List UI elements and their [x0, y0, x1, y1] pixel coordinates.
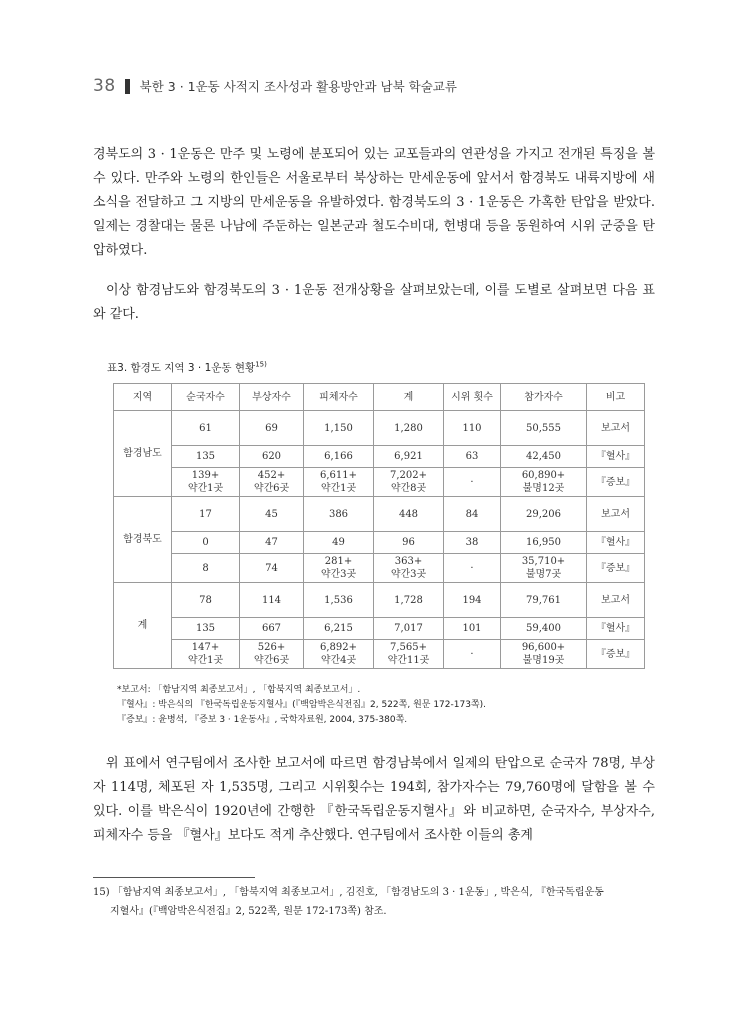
- table-cell: 45: [240, 497, 304, 532]
- table-cell: ·: [444, 468, 501, 497]
- header-cell: 지역: [114, 384, 172, 411]
- table-cell: 74: [240, 554, 304, 583]
- table-note: 『증보』: 윤병석, 『증보 3 · 1운동사』, 국학자료원, 2004, 375-380쪽.: [117, 715, 408, 725]
- table-cell: 96,600+ 불명19곳: [501, 640, 587, 669]
- table-cell: 1,150: [304, 411, 374, 446]
- footnote-divider: [93, 877, 255, 878]
- body-paragraph-3: 위 표에서 연구팀에서 조사한 보고서에 따르면 함경남북에서 일제의 탄압으로 순국자 78명, 부상자 114명, 체포된 자 1,535명, 그리고 시위횟수는 194회, 참가자수는 79,760명에 달함을 볼 수 있다. 이를 박은식이 1920년에 간행한 『한국독립운동지혈사』와 비교하면, 순국자수, 부상자수, 피체자수 등을 『혈사』보다도 적게 추산했다. 연구팀에서 조사한 이들의 총계: [93, 756, 655, 843]
- table-cell: 1,280: [374, 411, 444, 446]
- table-cell: 『혈사』: [587, 532, 645, 554]
- table-cell: 7,565+ 약간11곳: [374, 640, 444, 669]
- table-cell: ·: [444, 640, 501, 669]
- table-cell: 452+ 약간6곳: [240, 468, 304, 497]
- table-cell: 16,950: [501, 532, 587, 554]
- table-cell: 『증보』: [587, 468, 645, 497]
- table-cell: 59,400: [501, 618, 587, 640]
- table-cell: ·: [444, 554, 501, 583]
- table-cell: 보고서: [587, 583, 645, 618]
- table-cell: 620: [240, 446, 304, 468]
- table-row: [114, 468, 645, 497]
- table-cell: 101: [444, 618, 501, 640]
- table-cell: 49: [304, 532, 374, 554]
- table-cell: 110: [444, 411, 501, 446]
- table-cell: 17: [172, 497, 240, 532]
- statistics-table: [113, 383, 645, 669]
- region-cell: 함경북도: [114, 497, 172, 583]
- table-cell: 147+ 약간1곳: [172, 640, 240, 669]
- table-cell: 보고서: [587, 497, 645, 532]
- table-cell: 526+ 약간6곳: [240, 640, 304, 669]
- table-caption: [107, 360, 267, 375]
- page-number: 38: [93, 76, 116, 96]
- region-cell: 계: [114, 583, 172, 669]
- table-body: [114, 411, 645, 669]
- header-cell: 피체자수: [304, 384, 374, 411]
- header-divider: [125, 79, 130, 94]
- footnote: [93, 883, 663, 921]
- running-header: [93, 74, 693, 98]
- table-cell: 84: [444, 497, 501, 532]
- table-cell: 6,921: [374, 446, 444, 468]
- table-row: [114, 446, 645, 468]
- table-cell: 1,536: [304, 583, 374, 618]
- table-cell: 1,728: [374, 583, 444, 618]
- header-cell: 비고: [587, 384, 645, 411]
- table-header-row: [114, 384, 645, 411]
- table-cell: 281+ 약간3곳: [304, 554, 374, 583]
- table-row: [114, 618, 645, 640]
- table-cell: 78: [172, 583, 240, 618]
- footnote-line: 15) 「함남지역 최종보고서」, 「함북지역 최종보고서」, 김진호, 「함경남도의 3 · 1운동」, 박은식, 『한국독립운동: [93, 887, 604, 898]
- table-cell: 63: [444, 446, 501, 468]
- table-cell: 35,710+ 불명7곳: [501, 554, 587, 583]
- table-cell: 『혈사』: [587, 446, 645, 468]
- table-cell: 6,611+ 약간1곳: [304, 468, 374, 497]
- table-row: [114, 640, 645, 669]
- header-cell: 부상자수: [240, 384, 304, 411]
- table-cell: 448: [374, 497, 444, 532]
- table-cell: 386: [304, 497, 374, 532]
- region-cell: 함경남도: [114, 411, 172, 497]
- table-cell: 『증보』: [587, 554, 645, 583]
- table-cell: 47: [240, 532, 304, 554]
- table-cell: 38: [444, 532, 501, 554]
- table-cell: 6,215: [304, 618, 374, 640]
- header-cell: 참가자수: [501, 384, 587, 411]
- table-cell: 135: [172, 618, 240, 640]
- table-caption-text: 표3. 함경도 지역 3 · 1운동 현황: [107, 362, 256, 374]
- footnote-line: 지혈사』(『백암박은식전집』2, 522쪽, 원문 172-173쪽) 참조.: [110, 906, 387, 917]
- table-cell: 363+ 약간3곳: [374, 554, 444, 583]
- header-cell: 순국자수: [172, 384, 240, 411]
- table-row: [114, 411, 645, 446]
- body-paragraph-2: 이상 함경남도와 함경북도의 3 · 1운동 전개상황을 살펴보았는데, 이를 도별로 살펴보면 다음 표와 같다.: [93, 283, 655, 322]
- table-cell: 194: [444, 583, 501, 618]
- table-cell: 96: [374, 532, 444, 554]
- header-cell: 계: [374, 384, 444, 411]
- table-row: [114, 554, 645, 583]
- table-cell: 50,555: [501, 411, 587, 446]
- table-cell: 135: [172, 446, 240, 468]
- table-cell: 8: [172, 554, 240, 583]
- table-cell: 『혈사』: [587, 618, 645, 640]
- table-cell: 69: [240, 411, 304, 446]
- table-row: [114, 497, 645, 532]
- table-cell: 6,166: [304, 446, 374, 468]
- table-cell: 79,761: [501, 583, 587, 618]
- table-notes: [117, 683, 486, 728]
- table-cell: 114: [240, 583, 304, 618]
- table-cell: 60,890+ 불명12곳: [501, 468, 587, 497]
- footnote-ref: 15): [255, 360, 267, 369]
- header-cell: 시위 횟수: [444, 384, 501, 411]
- table-cell: 7,202+ 약간8곳: [374, 468, 444, 497]
- table-cell: 29,206: [501, 497, 587, 532]
- table-cell: 667: [240, 618, 304, 640]
- table-cell: 61: [172, 411, 240, 446]
- table-note: *보고서: 「함남지역 최종보고서」, 「함북지역 최종보고서」.: [117, 685, 361, 695]
- table-cell: 7,017: [374, 618, 444, 640]
- table-cell: 보고서: [587, 411, 645, 446]
- running-title: 북한 3 · 1운동 사적지 조사성과 활용방안과 남북 학술교류: [139, 79, 457, 94]
- table-cell: 6,892+ 약간4곳: [304, 640, 374, 669]
- table-cell: 0: [172, 532, 240, 554]
- table-note: 『혈사』: 박은식의 『한국독립운동지혈사』(『백암박은식전집』2, 522쪽, 원문 172-173쪽).: [117, 700, 486, 710]
- table-row: [114, 583, 645, 618]
- table-row: [114, 532, 645, 554]
- table-cell: 139+ 약간1곳: [172, 468, 240, 497]
- table-cell: 42,450: [501, 446, 587, 468]
- table-cell: 『증보』: [587, 640, 645, 669]
- body-paragraph-1: 경북도의 3 · 1운동은 만주 및 노령에 분포되어 있는 교포들과의 연관성을 가지고 전개된 특징을 볼 수 있다. 만주와 노령의 한인들은 서울로부터 북상하는 만세운동에 앞서서 함경북도 내륙지방에 새 소식을 전달하고 그 지방의 만세운동을 유발하였다. 함경북도의 3 · 1운동은 가혹한 탄압을 받았다. 일제는 경찰대는 물론 나남에 주둔하는 일본군과 철도수비대, 헌병대 등을 동원하여 시위 군중을 탄압하였다.: [93, 147, 655, 258]
